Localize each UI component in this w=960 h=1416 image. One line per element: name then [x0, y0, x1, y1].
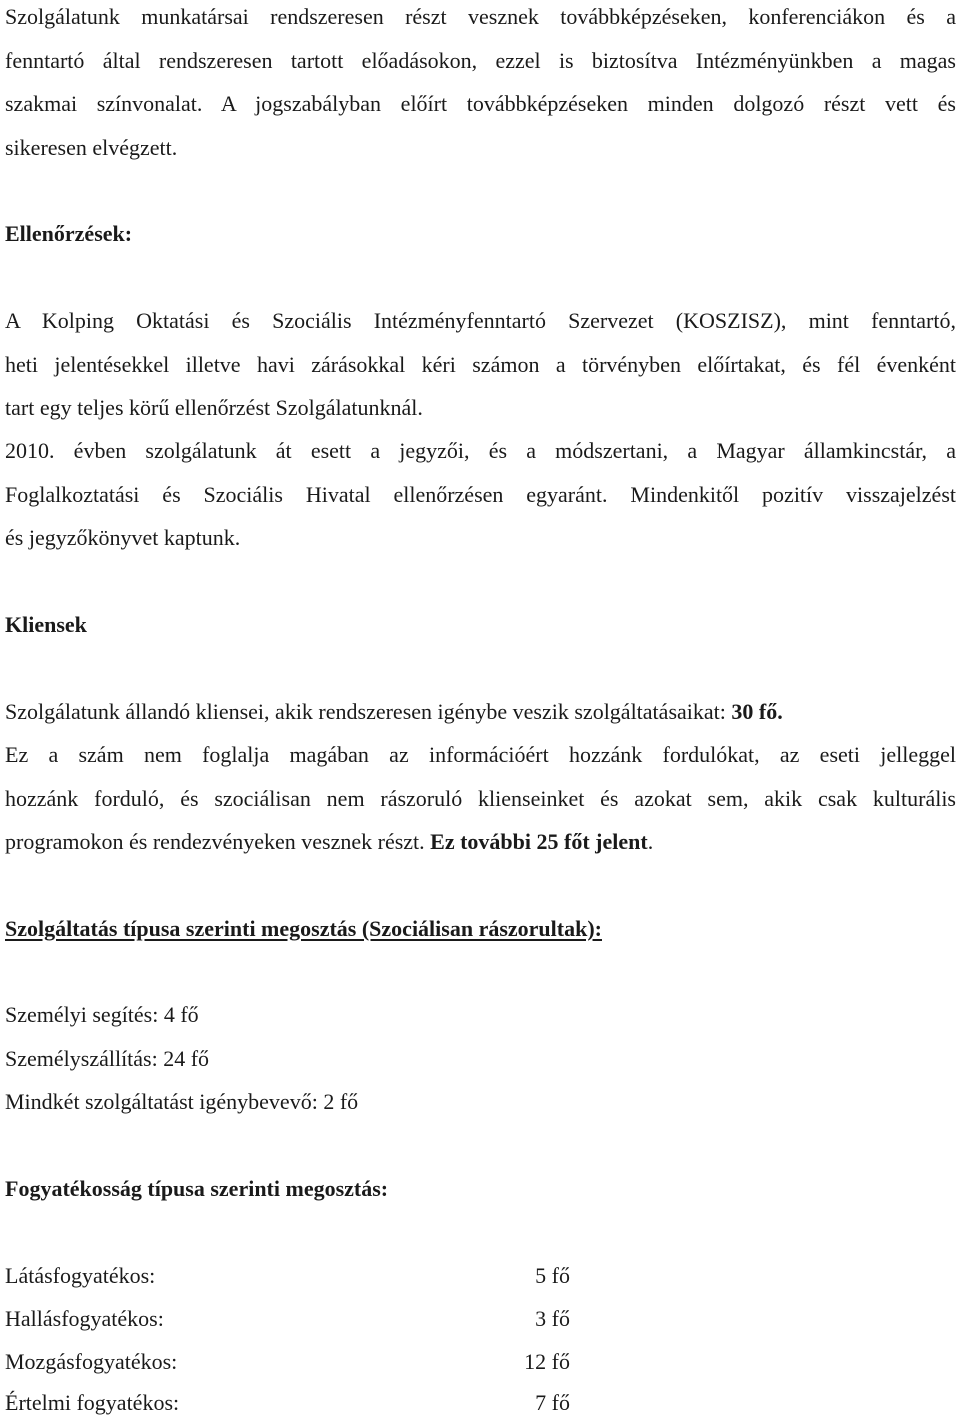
period: .: [647, 829, 654, 854]
paragraph-line: Foglalkoztatási és Szociális Hivatal ellenőrzésen egyaránt. Mindenkitől pozitív visszajelzést: [5, 482, 956, 507]
paragraph-line: Ez a szám nem foglalja magában az információért hozzánk fordulókat, az eseti jelleggel: [5, 742, 956, 767]
clients-count-line: [5, 701, 783, 723]
service-item: Személyszállítás: 24 fő: [5, 1046, 210, 1071]
service-item: Mindkét szolgáltatást igénybevevő: 2 fő: [5, 1089, 359, 1114]
service-item: Személyi segítés: 4 fő: [5, 1002, 199, 1027]
intro-line: szakmai színvonalat. A jogszabályban előírt továbbképzéseken minden dolgozó részt vett és: [5, 91, 956, 116]
paragraph-line: [5, 831, 653, 853]
disability-value: 5 fő: [535, 1263, 570, 1288]
intro-line: fenntartó által rendszeresen tartott előadásokon, ezzel is biztosítva Intézményünkben a magas: [5, 48, 956, 73]
section-heading-disability-split: Fogyatékosság típusa szerinti megosztás:: [5, 1176, 389, 1201]
intro-line: sikeresen elvégzett.: [5, 135, 178, 160]
paragraph-line: hozzánk forduló, és szociálisan nem rászoruló klienseinket és azokat sem, akik csak kulturális: [5, 786, 956, 811]
paragraph-text: programokon és rendezvényeken vesznek részt.: [5, 829, 431, 854]
intro-line: Szolgálatunk munkatársai rendszeresen részt vesznek továbbképzéseken, konferenciákon és a: [5, 4, 956, 29]
paragraph-line: 2010. évben szolgálatunk át esett a jegyzői, és a módszertani, a Magyar államkincstár, a: [5, 438, 956, 463]
paragraph-line: heti jelentésekkel illetve havi zárásokkal kéri számon a törvényben előírtakat, és fél évenként: [5, 352, 956, 377]
disability-value: 7 fő: [535, 1390, 570, 1415]
paragraph-line: A Kolping Oktatási és Szociális Intézményfenntartó Szervezet (KOSZISZ), mint fenntartó,: [5, 308, 956, 333]
section-heading-service-split: Szolgáltatás típusa szerinti megosztás (Szociálisan rászorultak):: [5, 916, 602, 941]
additional-clients-value: Ez további 25 főt jelent: [430, 829, 648, 854]
paragraph-line: és jegyzőkönyvet kaptunk.: [5, 525, 241, 550]
paragraph-line: tart egy teljes körű ellenőrzést Szolgálatunknál.: [5, 395, 423, 420]
clients-count-value: 30 fő.: [731, 699, 783, 724]
disability-label: Látásfogyatékos:: [5, 1263, 156, 1288]
section-heading-kliensek: Kliensek: [5, 612, 87, 637]
disability-label: Mozgásfogyatékos:: [5, 1349, 178, 1374]
clients-count-text: Szolgálatunk állandó kliensei, akik rendszeresen igénybe veszik szolgáltatásaikat:: [5, 699, 732, 724]
disability-label: Hallásfogyatékos:: [5, 1306, 164, 1331]
section-heading-ellenorzesek: Ellenőrzések:: [5, 221, 133, 246]
disability-label: Értelmi fogyatékos:: [5, 1390, 180, 1415]
disability-value: 12 fő: [524, 1349, 570, 1374]
disability-value: 3 fő: [535, 1306, 570, 1331]
